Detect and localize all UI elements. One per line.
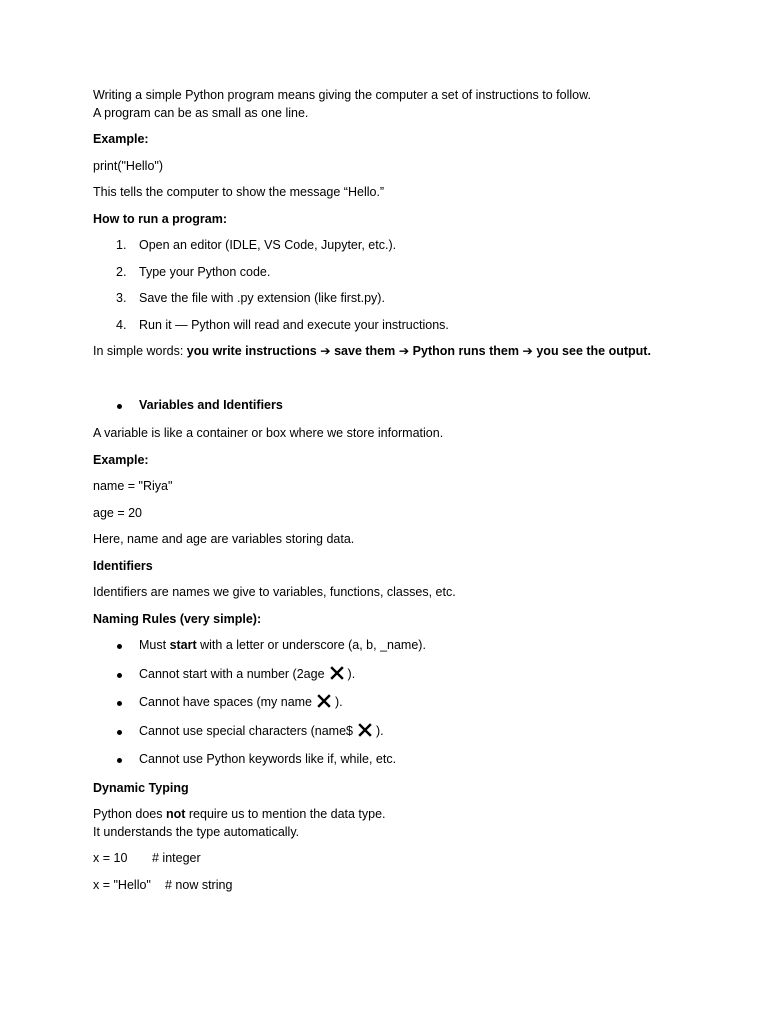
run-steps-list <box>93 237 675 334</box>
cross-mark-icon <box>330 666 344 680</box>
run-step <box>93 237 675 255</box>
dynamic-typing-line-1 <box>93 806 675 824</box>
code-integer-line <box>93 850 675 868</box>
rule-text: Must <box>139 638 170 652</box>
variable-description: A variable is like a container or box where we store information. <box>93 426 444 440</box>
variable-code-age: age = 20 <box>93 505 143 520</box>
code-comment: # integer <box>152 851 201 865</box>
rule-emphasis: start <box>169 638 197 652</box>
bullet-icon <box>117 701 122 706</box>
summary-prefix: In simple words: <box>93 344 187 358</box>
rule-text: Cannot use Python keywords like if, while, etc. <box>139 752 397 766</box>
right-arrow-icon: ➔ <box>316 344 335 358</box>
step-text: Open an editor (IDLE, VS Code, Jupyter, etc.). <box>139 238 397 252</box>
rule-text: ). <box>347 666 356 681</box>
right-arrow-icon: ➔ <box>518 344 537 358</box>
code-comment: # now string <box>165 877 233 892</box>
rule-text: Cannot have spaces (my name <box>139 695 313 709</box>
naming-rule <box>93 637 675 655</box>
naming-rules-heading: Naming Rules (very simple): <box>93 611 262 626</box>
run-step <box>93 317 675 335</box>
naming-rules-list <box>93 637 675 769</box>
bullet-icon <box>117 644 122 649</box>
step-text: Save the file with .py extension (like first.py). <box>139 291 385 305</box>
bullet-icon <box>117 404 122 409</box>
summary-part: you see the output. <box>536 344 651 358</box>
step-number: 4. <box>116 317 127 332</box>
rule-text: Cannot use special characters (name$ <box>139 723 354 738</box>
variables-explanation: Here, name and age are variables storing data. <box>93 532 355 546</box>
cross-mark-icon <box>358 723 372 737</box>
naming-rule <box>93 694 675 712</box>
section-spacer <box>93 370 675 397</box>
rule-text: ). <box>335 695 343 709</box>
rule-text: with a letter or underscore (a, b, _name). <box>196 638 426 652</box>
step-text: Type your Python code. <box>139 264 271 279</box>
rule-text: Cannot start with a number (2age <box>139 666 325 681</box>
variable-code-name: name = "Riya" <box>93 479 173 493</box>
step-text: Run it — Python will read and execute your instructions. <box>139 317 449 332</box>
dynamic-typing-heading: Dynamic Typing <box>93 780 189 795</box>
how-to-run-heading: How to run a program: <box>93 211 228 226</box>
summary-line <box>93 343 675 361</box>
rule-text: ). <box>376 723 384 738</box>
bullet-icon <box>117 730 122 735</box>
dynamic-typing-line-2: It understands the type automatically. <box>93 824 300 839</box>
dt-text: require us to mention the data type. <box>185 807 386 821</box>
bullet-icon <box>117 673 122 678</box>
dt-emphasis: not <box>165 807 186 821</box>
intro-line-1: Writing a simple Python program means giving the computer a set of instructions to follow. <box>93 88 591 102</box>
summary-part: Python runs them <box>412 344 519 358</box>
naming-rule <box>93 666 675 684</box>
example-label: Example: <box>93 132 149 146</box>
document-page <box>93 87 675 903</box>
intro-line-2: A program can be as small as one line. <box>93 105 309 120</box>
variables-example-label: Example: <box>93 452 149 467</box>
variables-bullet-list <box>93 397 675 415</box>
code-statement: x = "Hello" <box>93 877 151 892</box>
run-step <box>93 290 675 308</box>
variables-bullet <box>93 397 675 415</box>
identifiers-description: Identifiers are names we give to variables, functions, classes, etc. <box>93 585 456 599</box>
naming-rule <box>93 751 675 769</box>
summary-part: you write instructions <box>186 344 317 358</box>
naming-rule <box>93 723 675 741</box>
code-statement: x = 10 <box>93 851 128 865</box>
dt-text: Python does <box>93 807 166 821</box>
run-step <box>93 264 675 282</box>
step-number: 2. <box>116 264 127 279</box>
identifiers-heading: Identifiers <box>93 558 153 573</box>
code-string-line <box>93 877 675 895</box>
step-number: 1. <box>116 238 127 252</box>
example-code-print: print("Hello") <box>93 158 164 173</box>
variables-heading: Variables and Identifiers <box>139 397 283 412</box>
example-explanation: This tells the computer to show the message “Hello.” <box>93 185 385 199</box>
summary-part: save them <box>334 344 396 358</box>
bullet-icon <box>117 758 122 763</box>
cross-mark-icon <box>317 694 331 708</box>
right-arrow-icon: ➔ <box>395 344 413 358</box>
step-number: 3. <box>116 291 127 305</box>
